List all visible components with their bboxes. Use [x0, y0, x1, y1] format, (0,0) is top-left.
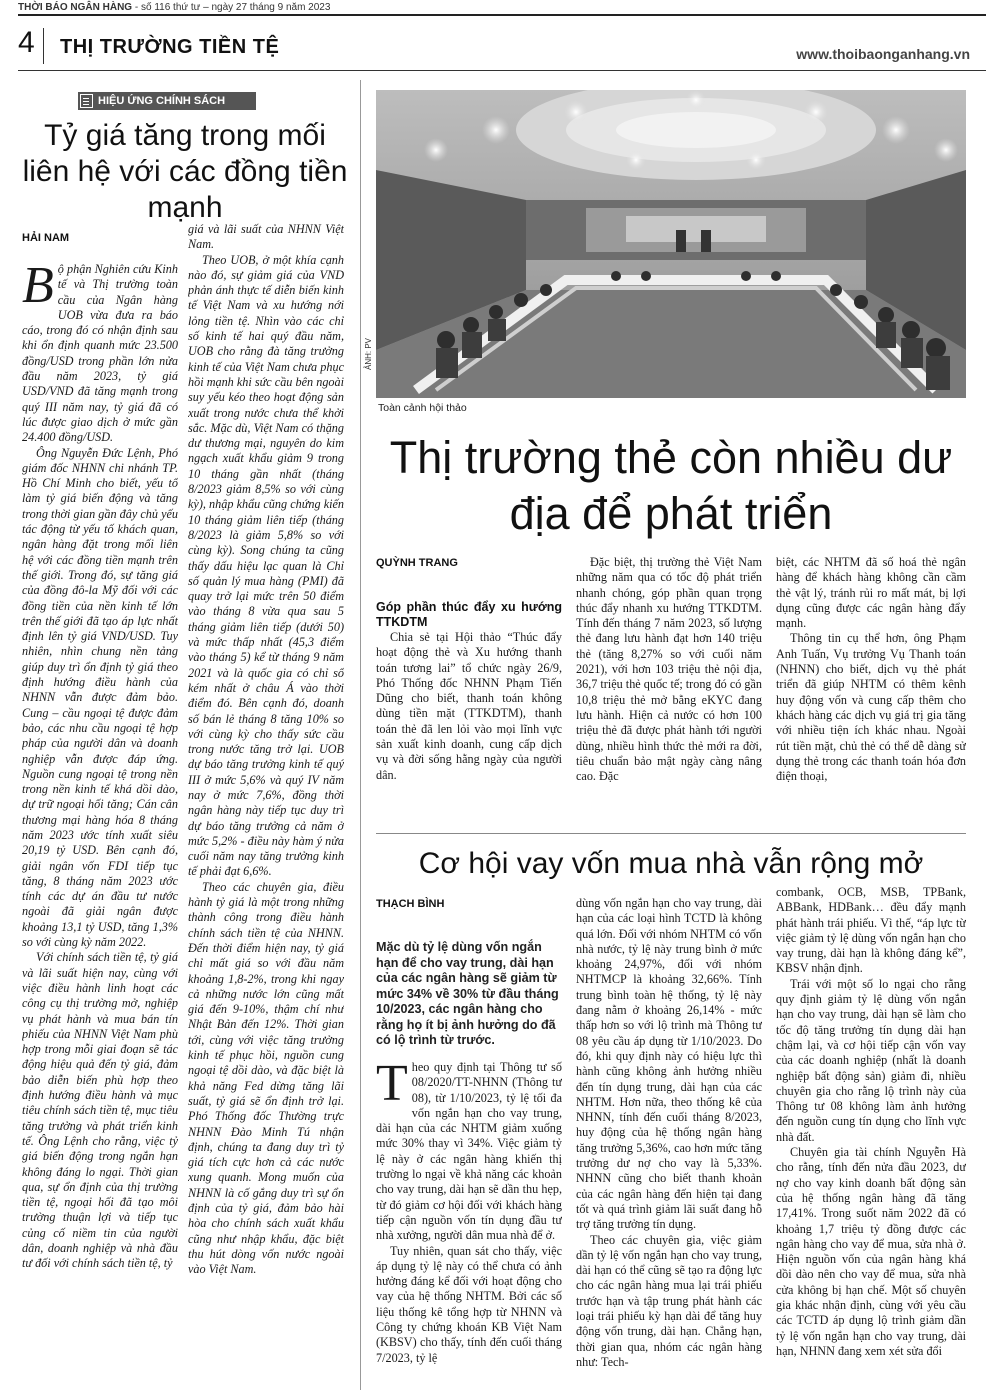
paragraph: giá và lãi suất của NHNN Việt Nam. — [188, 222, 344, 252]
page-number-separator — [43, 28, 44, 64]
page-number: 4 — [18, 26, 35, 59]
card-article-headline[interactable]: Thị trường thẻ còn nhiều dư địa để phát triển — [389, 432, 953, 539]
conference-photo — [376, 90, 966, 398]
conference-hall-illustration — [376, 90, 966, 398]
issue-info: - số 116 thứ tư – ngày 27 tháng 9 năm 2023 — [132, 2, 331, 13]
card-article-column-1 — [376, 600, 562, 830]
paragraph: Theo các chuyên gia, việc giảm dần tỷ lệ vốn ngắn hạn cho vay trung, dài hạn có thể cũng sẽ tạo ra động lực cho các ngân hàng mua lại trái phiếu trước hạn và tập trung phát hành các loại trái phiếu kỳ hạn dài để tăng huy động vốn trung, dài hạn. Chẳng hạn, thời gian qua, nhóm các ngân hàng như: Tech- — [576, 1232, 762, 1369]
paragraph: Chuyên gia tài chính Nguyễn Hà cho rằng, tính đến nửa đầu 2023, dư nợ cho vay kinh doanh bất động sản của hệ thống ngân hàng đã tăng 17,41%. Trong suốt năm 2022 đã có khoảng 1,7 triệu tỷ đồng được các ngân hàng cho vay để mua, sửa nhà ở. Hiện nguồn vốn của ngân hàng khá dồi dào nên cho vay để mua, sửa nhà cửa không bị hạn chế. Một số chuyên gia khác nhận định, cùng với yêu cầu các TCTD áp dụng lộ trình giảm dần tỷ lệ vốn ngắn hạn cho vay trung, dài hạn, NHNN đang xem xét sửa đổi — [776, 1145, 966, 1358]
article-divider — [376, 833, 966, 834]
card-article-column-3 — [776, 555, 966, 830]
paragraph: Thông tin cụ thể hơn, ông Phạm Anh Tuấn, Vụ trưởng Vụ Thanh toán (NHNN) cho biết, dịch vụ thẻ phát triển đã giúp NHTM có thêm kênh huy động vốn và cung cấp thêm cho khách hàng các dịch vụ giá trị gia tăng với nhiều tiện ích khác nhau. Ngoài rút tiền mặt, chủ thẻ có thể dễ dàng sử dụng thẻ trong các thanh toán hóa đơn điện thoại, — [776, 631, 966, 784]
loan-article-author: THẠCH BÌNH — [376, 898, 445, 910]
paragraph: Theo UOB, ở một khía cạnh nào đó, sự giảm giá của VND phản ánh thực tế diễn biến kinh tế Việt Nam và xu hướng nới lỏng tiền tệ. Nhìn vào các chỉ số kinh tế hai quý đầu năm, UOB cho rằng đà tăng trưởng kinh tế của Việt Nam chưa phục hồi mạnh khi sức cầu bên ngoài suy yếu kéo theo hoạt động sản xuất trong nước chưa thể khởi sắc. Mặc dù, Việt Nam có thặng dư thương mại, nguyên do kim ngạch xuất khẩu giảm 9 trong 10 tháng gần nhất (tháng 8/2023 giảm 8,5% so với cùng kỳ), nhập khẩu cũng chứng kiến 10 tháng giảm liên tiếp (tháng 8/2023 là giảm 5,8% so với cùng kỳ). Song chúng ta cũng thấy dấu hiệu lạc quan là Chỉ số quản lý mua hàng (PMI) đã quay trở lại mức trên 50 điểm vào tháng 8 vừa qua sau 5 tháng giảm liên tiếp (dưới 50) và mức thấp nhất (45,3 điểm vào tháng 5) kể từ tháng 9 năm 2021 và là quốc gia có chỉ số kém nhất ở châu Á vào thời điểm đó. Bên cạnh đó, doanh số bán lẻ tháng 8 tăng 10% so với cùng kỳ cho thấy sức cầu trong nước tăng trở lại. UOB dự báo tăng trưởng kinh tế quý III ở mức 5,6% và quý IV năm nay ở mức 7,6%, đồng thời ngân hàng này tiếp tục duy trì dự báo tăng trưởng cả năm ở mức 5,2% - điều này hàm ý nửa cuối năm nay tăng trưởng kinh tế phải đạt 6,6%. — [188, 252, 344, 879]
paragraph: Với chính sách tiền tệ, tỷ giá và lãi suất hiện nay, cùng với việc điều hành linh hoạt các công cụ thị trường mở, nghiệp vụ phát hành và mua bán tín phiếu của NHNN Việt Nam phù hợp trong mỗi giai đoạn sẽ tác động hiệu quả đến tỷ giá, đảm bảo diễn biến phù hợp theo định hướng điều hành và mục tiêu chính sách tiền tệ, mục tiêu tăng trưởng và phát triển kinh tế. Ông Lệnh cho rằng, việc tỷ giá biến động trong ngắn hạn không đáng lo ngại. Thời gian qua, sự ổn định của thị trường tiền tệ, ngoại hối đã tạo môi trường thuận lợi và tiếp tục củng cố niềm tin của người dân, doanh nghiệp và nhà đầu tư đối với chính sách tiền tệ, tỷ — [22, 950, 178, 1271]
paragraph: Chia sẻ tại Hội thảo “Thúc đẩy hoạt động thẻ và Xu hướng thanh toán tương lai” tổ chức ngày 26/9, Phó Thống đốc NHNN Phạm Tiến Dũng cho biết, thanh toán không dùng tiền mặt (TTKDTM), thanh toán thẻ đã len lỏi vào mọi lĩnh vực sản xuất kinh doanh, cung cấp dịch vụ và đời sống hằng ngày của người dân. — [376, 630, 562, 782]
paragraph: Theo các chuyên gia, điều hành tỷ giá là một trong những thành công trong điều hành chính sách tiền tệ của NHNN. Đến thời điểm hiện nay, tỷ giá chỉ mất giá so với đầu năm khoảng 1,8-2%, trong khi ngay cả những nước lớn cũng mất giá đến 9-10%, thậm chí như Nhật Bản đến 12%. Thời gian tới, cùng với việc tăng trưởng kinh tế phục hồi, nguồn cung ngoại tệ dồi dào, và đặc biệt là khả năng Fed dừng tăng lãi suất, tỷ giá sẽ ổn định trở lại. Phó Thống đốc Thường trực NHNN Đào Minh Tú nhận định, chúng ta đang duy trì tỷ giá tích cực hơn cả các nước xung quanh. Mong muốn của NHNN là cố gắng duy trì sự ổn định của tỷ giá, đảm bảo hài hòa cho chính sách xuất khẩu cũng như nhập khẩu, đặc biệt thu hút dòng vốn nước ngoài vào Việt Nam. — [188, 879, 344, 1277]
photo-caption: Toàn cảnh hội thảo — [378, 402, 467, 414]
paper-name: THỜI BÁO NGÂN HÀNG — [18, 2, 133, 13]
paragraph: Trái với một số lo ngại cho rằng quy định giảm tỷ lệ dùng vốn ngắn hạn cho vay trung, dài hạn sẽ làm cho tốc độ tăng trưởng tín dụng dài hạn chậm lại, và cơ hội tiếp cận vốn vay của các doanh nghiệp (nhất là doanh nghiệp bất động sản) giảm đi, nhiều chuyên gia cho rằng lộ trình này của Thông tư 08 không làm ảnh hưởng đến nguồn cung tín dụng cho lĩnh vực nhà đất. — [776, 976, 966, 1144]
section-title: THỊ TRƯỜNG TIỀN TỆ — [60, 36, 280, 58]
photo-credit: ẢNH: PV — [364, 337, 373, 370]
card-article-column-2 — [576, 555, 762, 830]
category-tag: HIỆU ỨNG CHÍNH SÁCH — [78, 92, 256, 110]
paragraph: dùng vốn ngắn hạn cho vay trung, dài hạn của các loại hình TCTD là không quá lớn. Đối với nhóm NHTM có vốn nhà nước, tỷ lệ này trung bình ở mức khoảng 24,97%, đối với nhóm NHTMCP là khoảng 32,66%. Tính trung bình toàn hệ thống, tỷ lệ này đang nằm ở khoảng 26,14% - mức thấp hơn so với lộ trình mà Thông tư 08 yêu cầu áp dụng từ 1/10/2023. Do đó, khi quy định này có hiệu lực thì hành cũng không ảnh hưởng nhiều đến tín dụng trung, dài hạn của các NHTM. Hơn nữa, theo thống kê của NHNN, tính đến cuối tháng 8/2023, huy động của hệ thống ngân hàng tăng trưởng 5,36%, cao hơn mức tăng trưởng dư nợ cho vay là 5,33%. NHNN cũng cho biết thanh khoản của các ngân hàng đến hiện tại đang tốt và quá trình giảm lãi suất đang hỗ trợ tăng trưởng tín dụng. — [576, 896, 762, 1232]
loan-article-column-1 — [376, 1060, 562, 1390]
column-divider — [360, 80, 361, 1390]
paragraph: Tuy nhiên, quan sát cho thấy, việc áp dụng tỷ lệ này có thể chưa có ảnh hưởng đáng kể đối với hoạt động cho vay của hệ thống NHTM. Bởi các số liệu thống kê tổng hợp từ NHNN và Công ty chứng khoán KB Việt Nam (KBSV) cho thấy, tính đến cuối tháng 7/2023, tỷ lệ — [376, 1243, 562, 1365]
loan-article-column-2 — [576, 896, 762, 1390]
left-article-column-2 — [188, 222, 344, 1390]
card-article-subhead: Góp phần thúc đẩy xu hướng TTKDTM — [376, 600, 562, 629]
drop-cap: T — [376, 1060, 408, 1112]
card-article-author: QUỲNH TRANG — [376, 557, 458, 569]
drop-cap: B — [22, 262, 54, 314]
left-article-column-1 — [22, 262, 178, 1390]
left-article-author: HẢI NAM — [22, 232, 70, 244]
paragraph: ộ phận Nghiên cứu Kinh tế và Thị trường toàn cầu của Ngân hàng UOB vừa đưa ra báo cáo, trong đó có nhận định sau khi ổn định quanh mức 23.500 đồng/USD trong phần lớn nửa đầu năm 2023, tỷ giá USD/VND đã tăng mạnh trong quý III năm nay, tỷ giá đã có lúc được giao dịch ở mức gần 24.400 đồng/USD. — [22, 262, 178, 445]
top-rule — [18, 14, 986, 16]
loan-article-lead: Mặc dù tỷ lệ dùng vốn ngắn hạn để cho vay trung, dài hạn của các ngân hàng sẽ giảm từ mức 34% về 30% từ đầu tháng 10/2023, các ngân hàng cho rằng họ ít bị ảnh hưởng do đã có lộ trình từ trước. — [376, 940, 559, 1047]
document-icon — [80, 94, 93, 108]
paragraph: heo quy định tại Thông tư số 08/2020/TT-NHNN (Thông tư 08), từ 1/10/2023, tỷ lệ tối đa vốn ngắn hạn cho vay trung, dài hạn của các NHTM giảm xuống mức 30% thay vì 34%. Việc giảm tỷ lệ này ở các ngân hàng khiến thị trường lo ngại về khả năng các khoản cho vay trung, dài hạn sẽ dần thu hẹp, từ đó giảm cơ hội đối với khách hàng tiếp cận nguồn vốn tín dụng đầu tư nhà xưởng, người dân mua nhà để ở. — [376, 1060, 562, 1243]
site-url[interactable]: www.thoibaonganhang.vn — [796, 46, 970, 62]
header-rule — [18, 70, 986, 71]
paragraph: Ông Nguyễn Đức Lệnh, Phó giám đốc NHNN chi nhánh TP. Hồ Chí Minh cho biết, yếu tố làm tỷ giá biến động và tăng trong thời gian gần đây chủ yếu tác động từ yếu tố khách quan, ngân hàng đặt trong mối liên hệ với các đồng tiền mạnh trên thế giới. Trong đó, sự tăng giá của đồng đô-la Mỹ đối với các đồng tiền của nền kinh tế lớn trên thế giới đã tạo áp lực nhất định lên tỷ giá VND/USD. Tuy nhiên, nhìn chung nền tảng giúp duy trì ổn định tỷ giá theo định hướng điều hành của NHNN vẫn được đảm bảo. Cung – cầu ngoại tệ được đảm bảo, các nhu cầu ngoại tệ hợp pháp của người dân và doanh nghiệp vẫn được đáp ứng. Nguồn cung ngoại tệ trong nền trong nền kinh tế khá dồi dào, dự trữ ngoại hối tăng; Cán cân thương mại hàng hóa 8 tháng năm 2023 ước tính xuất siêu 20,19 tỷ USD. Bên cạnh đó, giải ngân vốn FDI tiếp tục tăng, 8 tháng năm 2023 ước tính các dự án đầu tư nước ngoài đã giải ngân được khoảng 13,1 tỷ USD, tăng 1,3% so với cùng kỳ năm 2022. — [22, 445, 178, 950]
left-article-headline[interactable]: Tỷ giá tăng trong mối liên hệ với các đồng tiền mạnh — [22, 119, 348, 224]
paragraph: Đặc biệt, thị trường thẻ Việt Nam những năm qua có tốc độ phát triển nhanh chóng, góp phần quan trọng thúc đẩy nhanh xu hướng TTKDTM. Tính đến tháng 7 năm 2023, số lượng thẻ đang lưu hành đạt hơn 140 triệu thẻ (tăng 8,27% so với cuối năm 2021), với hơn 103 triệu thẻ nội địa, 36,7 triệu thẻ quốc tế; trong đó có gần 10,8 triệu thẻ mở bằng eKYC đang lưu hành. Hiện cả nước có hơn 100 triệu thẻ đã được phát hành tới người dùng, nhiều hình thức thẻ mới ra đời, tiêu chuẩn bảo mật ngày càng nâng cao. Đặc — [576, 555, 762, 784]
loan-article-headline[interactable]: Cơ hội vay vốn mua nhà vẫn rộng mở — [418, 847, 924, 880]
masthead — [18, 2, 330, 13]
loan-article-column-3 — [776, 885, 966, 1390]
paragraph: biệt, các NHTM đã số hoá thẻ ngân hàng để khách hàng không cần cầm thẻ vật lý, tránh rủi ro mất mát, bị lợi dụng cũng được các ngân hàng đẩy mạnh. — [776, 555, 966, 631]
paragraph: combank, OCB, MSB, TPBank, ABBank, HDBank… đều đẩy mạnh phát hành trái phiếu. Vì thế, “áp lực từ việc giảm tỷ lệ dùng vốn ngắn hạn cho vay trung, dài hạn là không đáng kể”, KBSV nhận định. — [776, 885, 966, 976]
